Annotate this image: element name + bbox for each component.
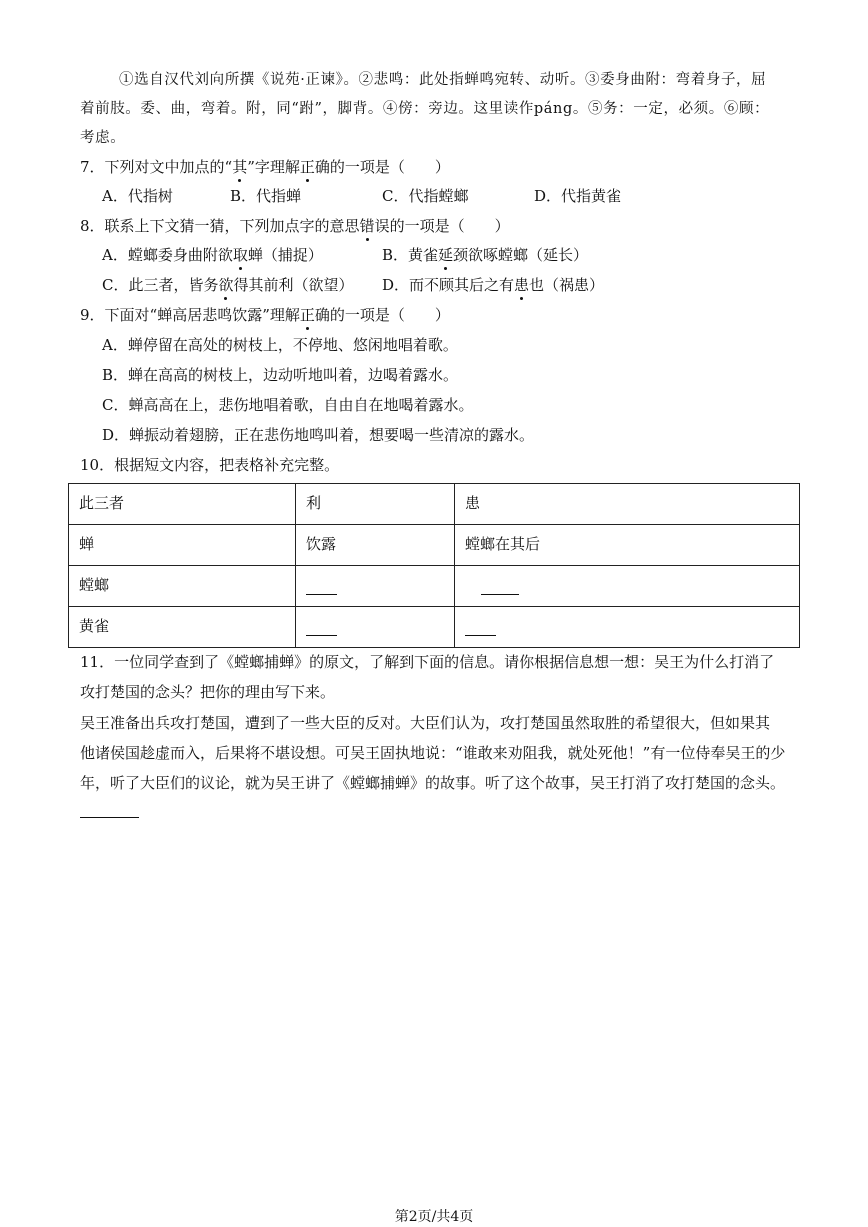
- q8-option-a: [102, 245, 323, 265]
- table-cell[interactable]: [455, 607, 800, 648]
- q7-option-b: B．代指蝉: [230, 187, 302, 205]
- info-paragraph-line-1: 吴王准备出兵攻打楚国，遭到了一些大臣的反对。大臣们认为，攻打楚国虽然取胜的希望很大，但如果其: [80, 714, 771, 732]
- table-row: [69, 607, 800, 648]
- info-paragraph-line-2: 他诸侯国趁虚而入，后果将不堪设想。可吴王固执地说：“谁敢来劝阻我，就处死他！”有一位侍奉吴王的少: [80, 744, 786, 762]
- question-10-stem: 10．根据短文内容，把表格补充完整。: [80, 456, 340, 474]
- question-11-stem-2: 攻打楚国的念头？把你的理由写下来。: [80, 683, 336, 701]
- note-line-2: 着前肢。委、曲，弯着。附，同“跗”，脚背。④傍：旁边。这里读作páng。⑤务：一定，必须。⑥顾：: [80, 101, 770, 117]
- table-cell: 饮露: [296, 525, 455, 566]
- table-row: [69, 525, 800, 566]
- table-cell: 黄雀: [69, 607, 296, 648]
- note-line-1: ①选自汉代刘向所撰《说苑·正谏》。②悲鸣：此处指蝉鸣宛转、动听。③委身曲附：弯着身子，屈: [119, 72, 767, 88]
- table-header-cell: 患: [455, 484, 800, 525]
- table-header-row: [69, 484, 800, 525]
- q8-b-text-1: B．黄雀: [382, 246, 439, 264]
- q8-a-dotted: 取: [232, 246, 248, 264]
- q7-option-a: A．代指树: [102, 187, 173, 205]
- q7-dotted-char: 其: [232, 158, 248, 176]
- table-cell: 螳螂在其后: [455, 525, 800, 566]
- q8-b-dotted: 延: [438, 246, 454, 264]
- table-header-cell: 利: [296, 484, 455, 525]
- q9-text-2: 确的一项是（ ）: [314, 306, 450, 324]
- question-9-stem: [80, 305, 450, 325]
- table-cell: 蝉: [69, 525, 296, 566]
- q7-dotted-char-2: 正: [299, 158, 315, 176]
- q8-option-b: [382, 245, 588, 265]
- answer-blank[interactable]: [306, 576, 337, 595]
- q9-option-b: B．蝉在高高的树枝上，边动听地叫着，边喝着露水。: [102, 366, 459, 384]
- q8-text-2: 误的一项是（ ）: [374, 217, 510, 235]
- q7-option-d: D．代指黄雀: [534, 187, 622, 205]
- q8-d-text-1: D．而不顾其后之有: [382, 276, 515, 294]
- q8-option-c: [102, 275, 354, 295]
- q8-c-text-2: 得其前利（欲望）: [233, 276, 354, 294]
- q8-b-text-2: 颈欲啄螳螂（延长）: [453, 246, 589, 264]
- q8-c-dotted: 欲: [218, 276, 234, 294]
- table-cell[interactable]: [296, 607, 455, 648]
- table-row: [69, 566, 800, 607]
- q9-option-a: A．蝉停留在高处的树枝上，不停地、悠闲地唱着歌。: [102, 336, 458, 354]
- answer-blank[interactable]: [481, 576, 519, 595]
- q8-a-text-1: A．螳螂委身曲附欲: [102, 246, 233, 264]
- q8-a-text-2: 蝉（捕捉）: [247, 246, 323, 264]
- q8-d-dotted: 患: [514, 276, 530, 294]
- note-line-3: 考虑。: [80, 130, 126, 146]
- table-cell[interactable]: [455, 566, 800, 607]
- table-header-cell: 此三者: [69, 484, 296, 525]
- answer-table: [68, 483, 800, 648]
- q8-option-d: [382, 275, 604, 295]
- q8-c-text-1: C．此三者，皆务: [102, 276, 219, 294]
- page-number: 第2页/共4页: [394, 1209, 474, 1225]
- q7-text-3: 确的一项是（ ）: [314, 158, 450, 176]
- q8-dotted-char: 错: [359, 217, 375, 235]
- q9-dotted-char: 正: [299, 306, 315, 324]
- info-paragraph-line-3: 年，听了大臣们的议论，就为吴王讲了《螳螂捕蝉》的故事。听了这个故事，吴王打消了攻打楚国的念头。: [80, 774, 786, 792]
- q8-text-1: 8．联系上下文猜一猜，下列加点字的意思: [80, 217, 360, 235]
- answer-line[interactable]: [80, 817, 139, 818]
- q7-text-2: ”字理解: [247, 158, 300, 176]
- q7-option-c: C．代指螳螂: [382, 187, 469, 205]
- question-11-stem-1: 11．一位同学查到了《螳螂捕蝉》的原文，了解到下面的信息。请你根据信息想一想：吴王为什么打消了: [80, 653, 775, 671]
- q9-option-d: D．蝉振动着翅膀，正在悲伤地鸣叫着，想要喝一些清凉的露水。: [102, 426, 535, 444]
- q9-option-c: C．蝉高高在上，悲伤地唱着歌，自由自在地喝着露水。: [102, 396, 474, 414]
- answer-blank[interactable]: [306, 617, 337, 636]
- question-7-stem: [80, 157, 450, 177]
- answer-blank[interactable]: [465, 617, 496, 636]
- q8-d-text-2: 也（祸患）: [529, 276, 605, 294]
- question-8-stem: [80, 216, 510, 236]
- q7-text-1: 7．下列对文中加点的“: [80, 158, 233, 176]
- q9-text-1: 9．下面对“蝉高居悲鸣饮露”理解: [80, 306, 300, 324]
- table-cell: 螳螂: [69, 566, 296, 607]
- table-cell[interactable]: [296, 566, 455, 607]
